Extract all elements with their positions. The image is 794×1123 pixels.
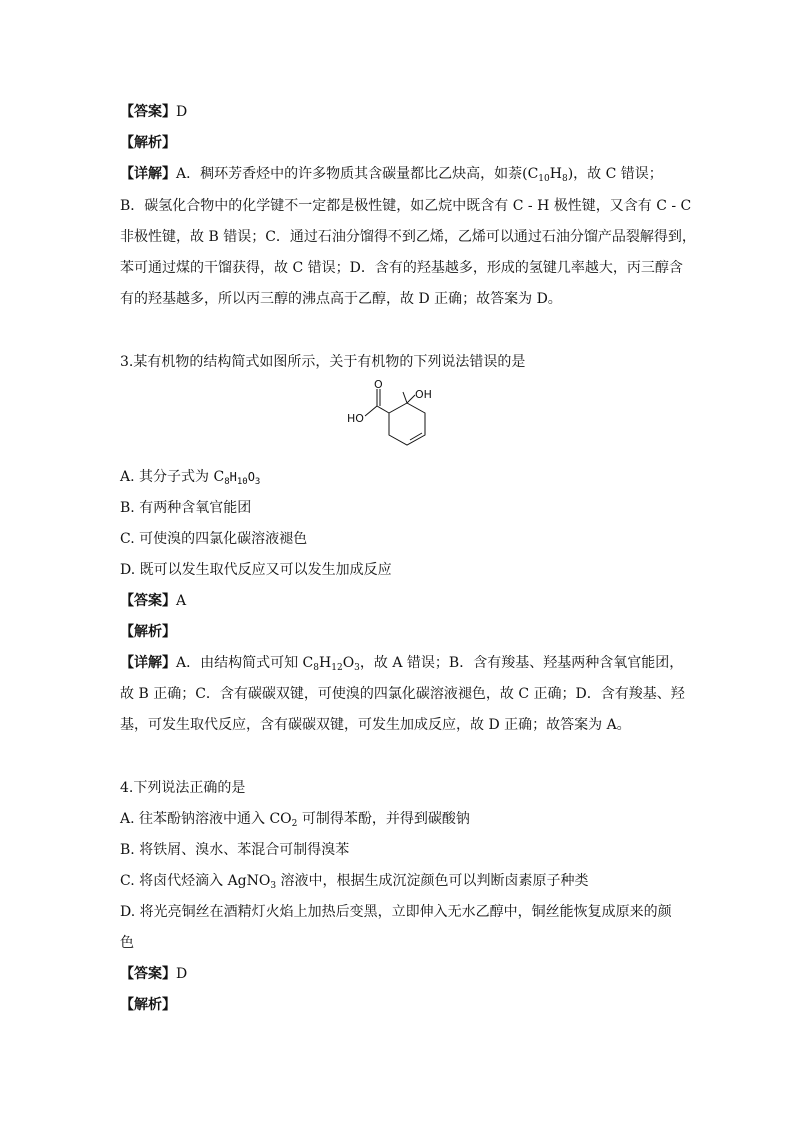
sub-3: 3 (254, 477, 261, 487)
q3-structure-diagram (345, 378, 455, 458)
q3-analysis-tag: 【解析】 (120, 624, 176, 640)
q2-detail-text-1a: A．稠环芳香烃中的许多物质其含碳量都比乙炔高，如萘(C (176, 166, 539, 182)
q3-answer-value: A (176, 593, 187, 609)
q2-answer-value: D (176, 104, 188, 120)
q3-option-a-text: A. 其分子式为 C (120, 469, 225, 485)
carboxyl-bond (377, 406, 389, 413)
q2-detail-text-1b: H (549, 166, 562, 182)
ho-label: HO (347, 412, 364, 425)
q2-detail-tag: 【详解】 (120, 166, 176, 182)
q2-analysis-tag: 【解析】 (120, 135, 176, 151)
q4-sub-2: 2 (291, 819, 298, 829)
q2-subscript-10: 10 (538, 174, 550, 184)
q3-sub-12: 12 (331, 663, 343, 673)
q4-option-c-text: C. 将卤代烃滴入 AgNO (120, 873, 271, 889)
sub-10: 10 (236, 477, 248, 487)
q3-option-d: D. 既可以发生取代反应又可以发生加成反应 (120, 562, 392, 578)
q4-answer-tag: 【答案】 (120, 966, 176, 982)
q2-answer-tag: 【答案】 (120, 104, 176, 120)
q4-answer-line (120, 964, 680, 984)
q3-stem: 3.某有机物的结构简式如图所示，关于有机物的下列说法错误的是 (120, 354, 526, 370)
q4-option-d-line-1: D. 将光亮铜丝在酒精灯火焰上加热后变黑，立即伸入无水乙醇中，铜丝能恢复成原来的颜 (120, 904, 672, 920)
hydroxyl-bond (365, 406, 377, 416)
q4-analysis-tag: 【解析】 (120, 997, 176, 1013)
methyl-bond (403, 392, 407, 403)
q2-detail-line-5: 有的羟基越多，所以丙三醇的沸点高于乙醇，故 D 正确；故答案为 D。 (120, 291, 562, 307)
q4-answer-value: D (176, 966, 188, 982)
q3-detail-text-1a: A．由结构简式可知 C (176, 655, 314, 671)
q3-detail-text-1b: ，故 A 错误；B．含有羧基、羟基两种含氧官能团， (359, 655, 684, 671)
q4-option-a-rest: 可制得苯酚，并得到碳酸钠 (297, 811, 470, 827)
q4-option-c (120, 871, 680, 891)
q3-formula-o: O (342, 655, 355, 671)
oh-bond (407, 395, 415, 403)
q3-formula-h: H (319, 655, 332, 671)
q3-detail-line-3: 基，可发生取代反应，含有碳碳双键，可发生加成反应，故 D 正确；故答案为 A。 (120, 717, 631, 733)
q3-detail-line-1 (120, 653, 684, 673)
formula-o: O (247, 470, 255, 484)
q3-option-c: C. 可使溴的四氯化碳溶液褪色 (120, 531, 308, 547)
q4-option-a (120, 809, 680, 829)
q2-detail-line-1 (120, 164, 680, 184)
sub-8: 8 (224, 477, 230, 487)
q3-answer-tag: 【答案】 (120, 593, 176, 609)
ring-double-bond (410, 433, 422, 440)
q4-option-a-text: A. 往苯酚钠溶液中通入 CO (120, 811, 292, 827)
q3-option-b: B. 有两种含氧官能团 (120, 500, 252, 516)
q4-sub-3: 3 (270, 881, 277, 891)
formula-h: H (229, 470, 237, 484)
q4-option-c-rest: 溶液中，根据生成沉淀颜色可以判断卤素原子种类 (276, 873, 589, 889)
q2-detail-text-1c: )，故 C 错误； (567, 166, 663, 182)
q2-answer-line (120, 102, 680, 122)
q2-subscript-8: 8 (561, 174, 568, 184)
q3-sub-3: 3 (354, 663, 360, 673)
q3-answer-line (120, 591, 680, 611)
q4-stem: 4.下列说法正确的是 (120, 780, 246, 796)
q2-detail-line-4: 苯可通过煤的干馏获得，故 C 错误；D．含有的羟基越多，形成的氢键几率越大，丙三醇含 (120, 260, 683, 276)
q3-option-a-formula (224, 470, 261, 487)
q3-option-a (120, 467, 680, 487)
q2-detail-line-3: 非极性键，故 B 错误；C．通过石油分馏得不到乙烯，乙烯可以通过石油分馏产品裂解得到， (120, 229, 696, 245)
oh-label: OH (415, 388, 432, 401)
ring-bonds (389, 403, 425, 445)
q4-option-b: B. 将铁屑、溴水、苯混合可制得溴苯 (120, 842, 350, 858)
q3-sub-8: 8 (313, 663, 320, 673)
q4-option-d-line-2: 色 (120, 935, 134, 951)
q2-detail-line-2: B．碳氢化合物中的化学键不一定都是极性键，如乙烷中既含有 C - H 极性键，又含有 C - C (120, 198, 692, 214)
carbonyl-o-label: O (374, 378, 383, 391)
q3-detail-line-2: 故 B 正确；C．含有碳碳双键，可使溴的四氯化碳溶液褪色，故 C 正确；D．含有羧基、羟 (120, 686, 685, 702)
q3-detail-tag: 【详解】 (120, 655, 176, 671)
